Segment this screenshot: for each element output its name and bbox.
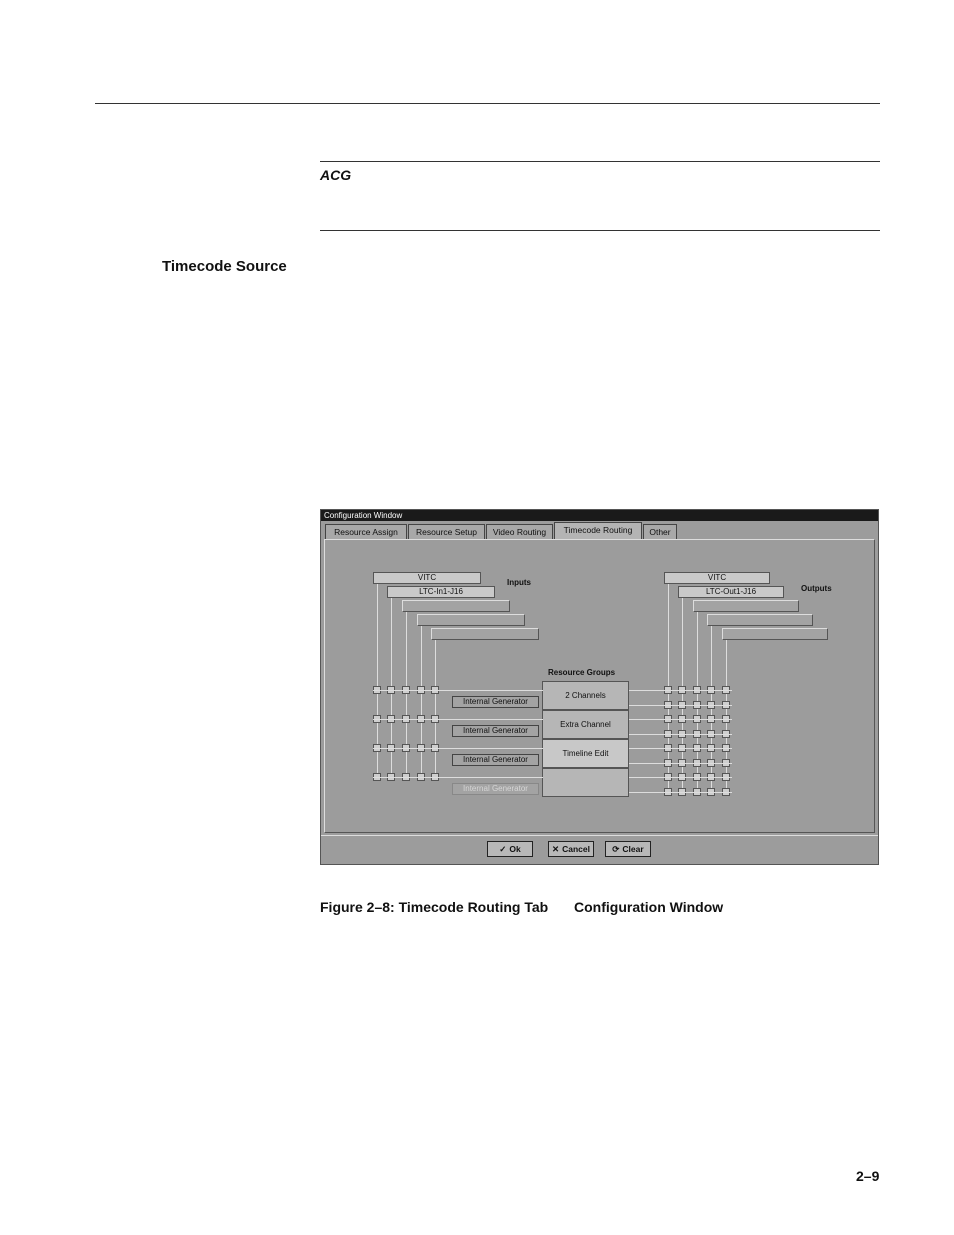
- cancel-button[interactable]: ✕ Cancel: [548, 841, 594, 857]
- internal-generator-4[interactable]: Internal Generator: [452, 783, 539, 795]
- button-bar-divider: [321, 835, 878, 836]
- ok-button[interactable]: ✓ Ok: [487, 841, 533, 857]
- output-row-line: [629, 705, 732, 706]
- outputs-label: Outputs: [801, 584, 832, 593]
- refresh-icon: ⟳: [612, 844, 620, 854]
- tab-timecode-routing[interactable]: Timecode Routing: [554, 522, 642, 540]
- input-field-1[interactable]: VITC: [373, 572, 481, 584]
- note-label: ACG: [320, 167, 352, 183]
- output-row-line: [629, 763, 732, 764]
- input-column-line: [406, 612, 407, 780]
- clear-button[interactable]: ⟳ Clear: [605, 841, 651, 857]
- note-top-rule: [320, 161, 880, 162]
- output-field-4[interactable]: [707, 614, 813, 626]
- page-number: 2–9: [856, 1168, 880, 1184]
- tab-other[interactable]: Other: [643, 524, 677, 539]
- figure-caption-window: Configuration Window: [574, 899, 724, 915]
- resource-group-extra-channel[interactable]: Extra Channel: [542, 710, 629, 739]
- input-field-4[interactable]: [417, 614, 525, 626]
- input-row-line: [373, 748, 543, 749]
- tab-resource-setup[interactable]: Resource Setup: [408, 524, 485, 539]
- output-field-2[interactable]: LTC-Out1-J16: [678, 586, 784, 598]
- inputs-label: Inputs: [507, 578, 531, 587]
- tab-resource-assign[interactable]: Resource Assign: [325, 524, 407, 539]
- internal-generator-1[interactable]: Internal Generator: [452, 696, 539, 708]
- input-column-line: [421, 626, 422, 780]
- input-row-line: [373, 719, 543, 720]
- configuration-window: [320, 509, 879, 865]
- check-icon: ✓: [499, 844, 507, 854]
- input-row-line: [373, 690, 543, 691]
- figure-caption: Figure 2–8: Timecode Routing Tab: [320, 899, 549, 915]
- resource-group-2-channels[interactable]: 2 Channels: [542, 681, 629, 710]
- output-row-line: [629, 792, 732, 793]
- output-row-line: [629, 748, 732, 749]
- section-heading: Timecode Source: [162, 258, 287, 275]
- output-row-line: [629, 690, 732, 691]
- output-row-line: [629, 734, 732, 735]
- window-title: Configuration Window: [321, 510, 878, 521]
- resource-groups-label: Resource Groups: [548, 668, 616, 677]
- resource-group-empty[interactable]: [542, 768, 629, 797]
- output-row-line: [629, 777, 732, 778]
- resource-group-timeline-edit[interactable]: Timeline Edit: [542, 739, 629, 768]
- output-field-3[interactable]: [693, 600, 799, 612]
- input-field-5[interactable]: [431, 628, 539, 640]
- input-field-2[interactable]: LTC-In1-J16: [387, 586, 495, 598]
- note-bottom-rule: [320, 230, 880, 231]
- internal-generator-3[interactable]: Internal Generator: [452, 754, 539, 766]
- input-row-line: [373, 777, 543, 778]
- output-field-5[interactable]: [722, 628, 828, 640]
- output-column-line: [711, 626, 712, 796]
- tab-video-routing[interactable]: Video Routing: [486, 524, 553, 539]
- input-field-3[interactable]: [402, 600, 510, 612]
- output-field-1[interactable]: VITC: [664, 572, 770, 584]
- x-icon: ✕: [552, 844, 560, 854]
- header-rule: [95, 103, 880, 104]
- output-row-line: [629, 719, 732, 720]
- input-column-line: [435, 640, 436, 780]
- internal-generator-2[interactable]: Internal Generator: [452, 725, 539, 737]
